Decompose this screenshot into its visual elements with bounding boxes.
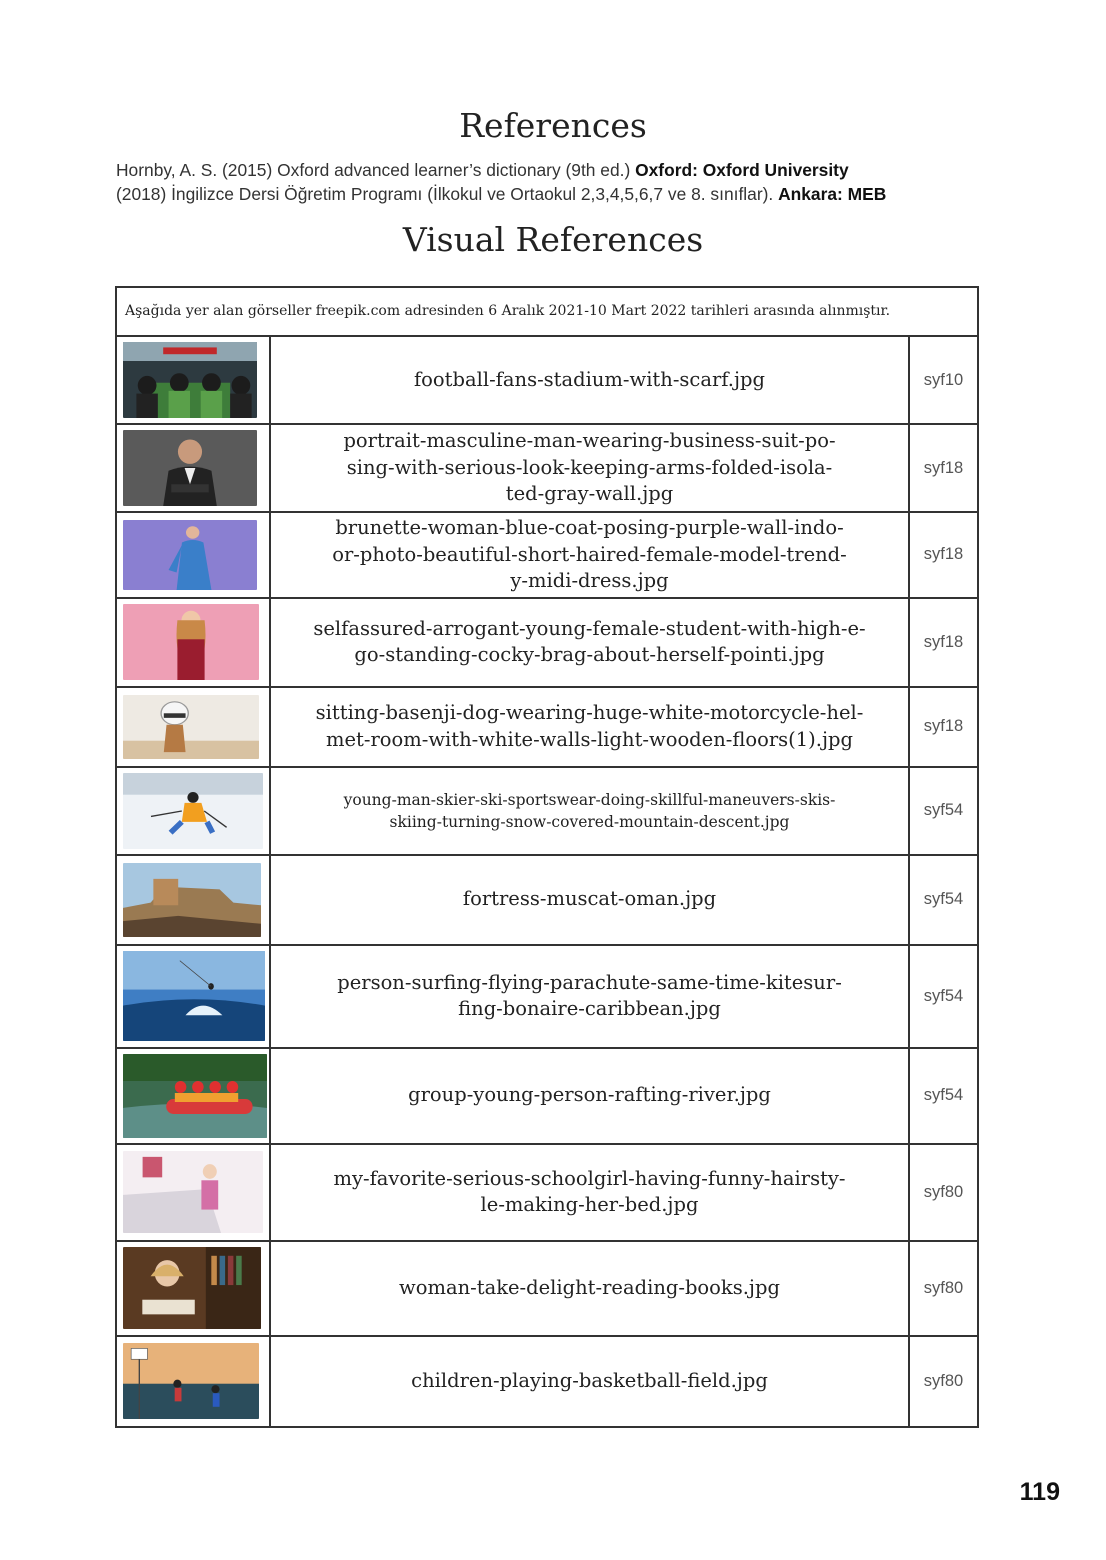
page-reference: syf54 [909, 945, 978, 1048]
file-name: sitting-basenji-dog-wearing-huge-white-motorcycle-hel- met-room-with-white-walls-light-wooden-floors(1).jpg [270, 687, 909, 767]
thumbnail-image [123, 951, 265, 1041]
thumbnail-cell [116, 1241, 270, 1336]
references-list [116, 158, 996, 206]
thumbnail-cell [116, 512, 270, 598]
page-reference: syf18 [909, 687, 978, 767]
visual-reference-row [116, 687, 978, 767]
visual-reference-row [116, 1336, 978, 1427]
thumbnail-cell [116, 687, 270, 767]
thumbnail-cell [116, 855, 270, 945]
thumbnail-image [123, 430, 257, 506]
reference-entry: (2018) İngilizce Dersi Öğretim Programı (İlkokul ve Ortaokul 2,3,4,5,6,7 ve 8. sınıflar). Ankara: MEB [116, 184, 887, 204]
file-name: football-fans-stadium-with-scarf.jpg [270, 336, 909, 424]
thumbnail-cell [116, 336, 270, 424]
thumbnail-image [123, 1247, 261, 1329]
references-title: References [459, 106, 647, 145]
visual-references-title: Visual References [402, 220, 704, 259]
file-name: person-surfing-flying-parachute-same-time-kitesur- fing-bonaire-caribbean.jpg [270, 945, 909, 1048]
page-reference: syf54 [909, 1048, 978, 1144]
file-name: group-young-person-rafting-river.jpg [270, 1048, 909, 1144]
file-name: children-playing-basketball-field.jpg [270, 1336, 909, 1427]
visual-reference-row [116, 767, 978, 855]
file-name: fortress-muscat-oman.jpg [270, 855, 909, 945]
page-reference: syf18 [909, 424, 978, 512]
file-name: young-man-skier-ski-sportswear-doing-skillful-maneuvers-skis- skiing-turning-snow-covered-mountain-descent.jpg [270, 767, 909, 855]
thumbnail-image [123, 520, 257, 590]
thumbnail-image [123, 342, 257, 418]
thumbnail-image [123, 1151, 263, 1233]
visual-reference-row [116, 1048, 978, 1144]
visual-reference-row [116, 336, 978, 424]
thumbnail-image [123, 773, 263, 849]
page-reference: syf18 [909, 598, 978, 687]
thumbnail-cell [116, 767, 270, 855]
page-number: 119 [1019, 1478, 1060, 1506]
file-name: woman-take-delight-reading-books.jpg [270, 1241, 909, 1336]
file-name: selfassured-arrogant-young-female-student-with-high-e- go-standing-cocky-brag-about-herself-pointi.jpg [270, 598, 909, 687]
visual-reference-row [116, 1144, 978, 1241]
visual-reference-row [116, 855, 978, 945]
visual-reference-row [116, 598, 978, 687]
page-reference: syf80 [909, 1241, 978, 1336]
thumbnail-cell [116, 424, 270, 512]
reference-entry: Hornby, A. S. (2015) Oxford advanced learner’s dictionary (9th ed.) Oxford: Oxford University [116, 160, 849, 180]
file-name: portrait-masculine-man-wearing-business-suit-po- sing-with-serious-look-keeping-arms-folded-isola- ted-gray-wall.jpg [270, 424, 909, 512]
thumbnail-cell [116, 945, 270, 1048]
thumbnail-image [123, 863, 261, 937]
thumbnail-cell [116, 1336, 270, 1427]
page-reference: syf54 [909, 767, 978, 855]
page-reference: syf18 [909, 512, 978, 598]
thumbnail-image [123, 695, 259, 759]
page-reference: syf10 [909, 336, 978, 424]
thumbnail-image [123, 1343, 259, 1419]
file-name: brunette-woman-blue-coat-posing-purple-wall-indo- or-photo-beautiful-short-haired-female-model-trend- y-midi-dress.jpg [270, 512, 909, 598]
page-reference: syf80 [909, 1144, 978, 1241]
page-reference: syf80 [909, 1336, 978, 1427]
page-reference: syf54 [909, 855, 978, 945]
visual-reference-row [116, 1241, 978, 1336]
source-note: Aşağıda yer alan görseller freepik.com adresinden 6 Aralık 2021-10 Mart 2022 tarihleri arasında alınmıştır. [116, 287, 978, 336]
thumbnail-image [123, 1054, 267, 1138]
thumbnail-cell [116, 1144, 270, 1241]
thumbnail-cell [116, 1048, 270, 1144]
file-name: my-favorite-serious-schoolgirl-having-funny-hairsty- le-making-her-bed.jpg [270, 1144, 909, 1241]
visual-reference-row [116, 512, 978, 598]
visual-references-table [115, 286, 979, 1428]
thumbnail-image [123, 604, 259, 680]
thumbnail-cell [116, 598, 270, 687]
visual-reference-row [116, 424, 978, 512]
visual-reference-row [116, 945, 978, 1048]
